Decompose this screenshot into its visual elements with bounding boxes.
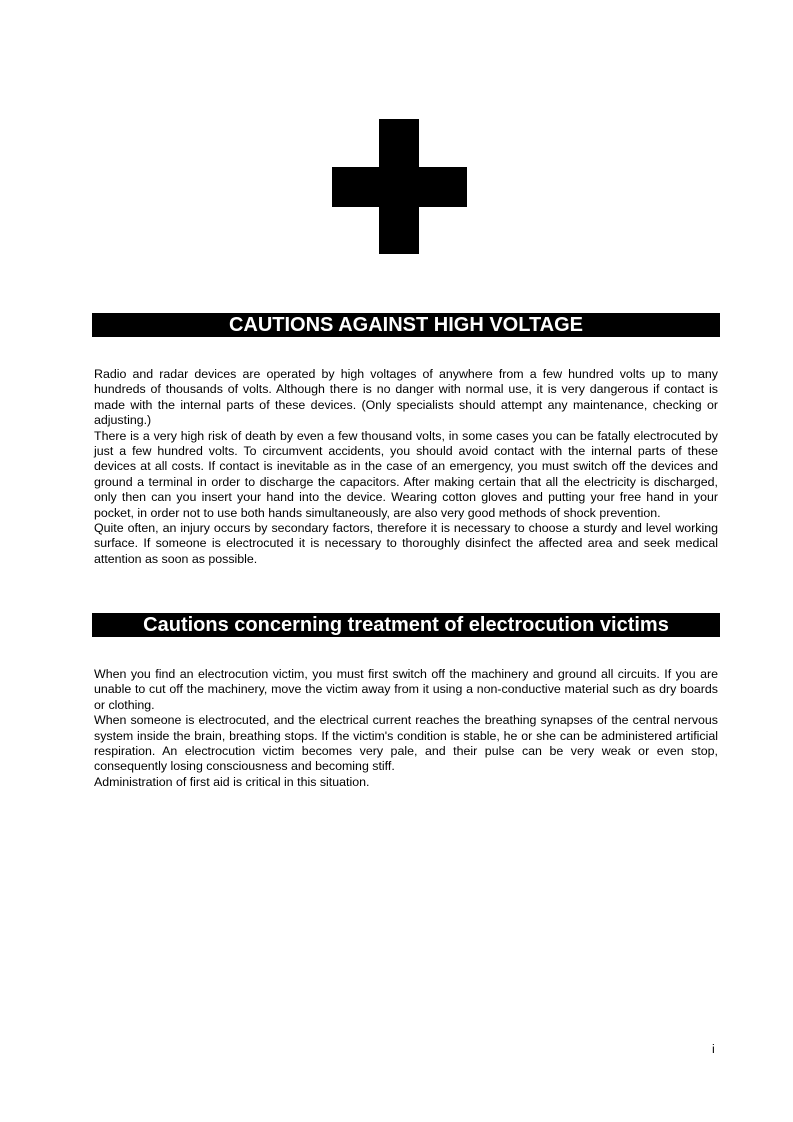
cross-horizontal-bar [332,167,467,207]
page-number: i [712,1042,715,1056]
paragraph: When you find an electrocution victim, you must first switch off the machinery and ground all circuits. If you are unable to cut off the machinery, move the victim away from it using a non-conductive material such as dry boards or clothing. [94,667,718,712]
high-voltage-heading: CAUTIONS AGAINST HIGH VOLTAGE [92,313,720,337]
paragraph: When someone is electrocuted, and the electrical current reaches the breathing synapses of the central nervous system inside the brain, breathing stops. If the victim's condition is stable, he or she can be administered artificial respiration. An electrocution victim becomes very pale, and their pulse can be very weak or even stop, consequently losing consciousness and becoming stiff. [94,713,718,774]
electrocution-victims-section [94,667,718,790]
first-aid-cross-icon [332,119,467,254]
paragraph: Administration of first aid is critical in this situation. [94,774,370,789]
electrocution-victims-heading: Cautions concerning treatment of electrocution victims [92,613,720,637]
high-voltage-section [94,367,718,567]
paragraph: Quite often, an injury occurs by secondary factors, therefore it is necessary to choose a sturdy and level working surface. If someone is electrocuted it is necessary to thoroughly disinfect the affected area and seek medical attention as soon as possible. [94,521,718,566]
paragraph: There is a very high risk of death by even a few thousand volts, in some cases you can be fatally electrocuted by just a few hundred volts. To circumvent accidents, you should avoid contact with the internal parts of these devices at all costs. If contact is inevitable as in the case of an emergency, you must switch off the devices and ground a terminal in order to discharge the capacitors. After making certain that all the electricity is discharged, only then can you insert your hand into the device. Wearing cotton gloves and putting your free hand in your pocket, in order not to use both hands simultaneously, are also very good methods of shock prevention. [94,428,718,520]
paragraph: Radio and radar devices are operated by high voltages of anywhere from a few hundred volts up to many hundreds of thousands of volts. Although there is no danger with normal use, it is very dangerous if contact is made with the internal parts of these devices. (Only specialists should attempt any maintenance, checking or adjusting.) [94,367,718,428]
